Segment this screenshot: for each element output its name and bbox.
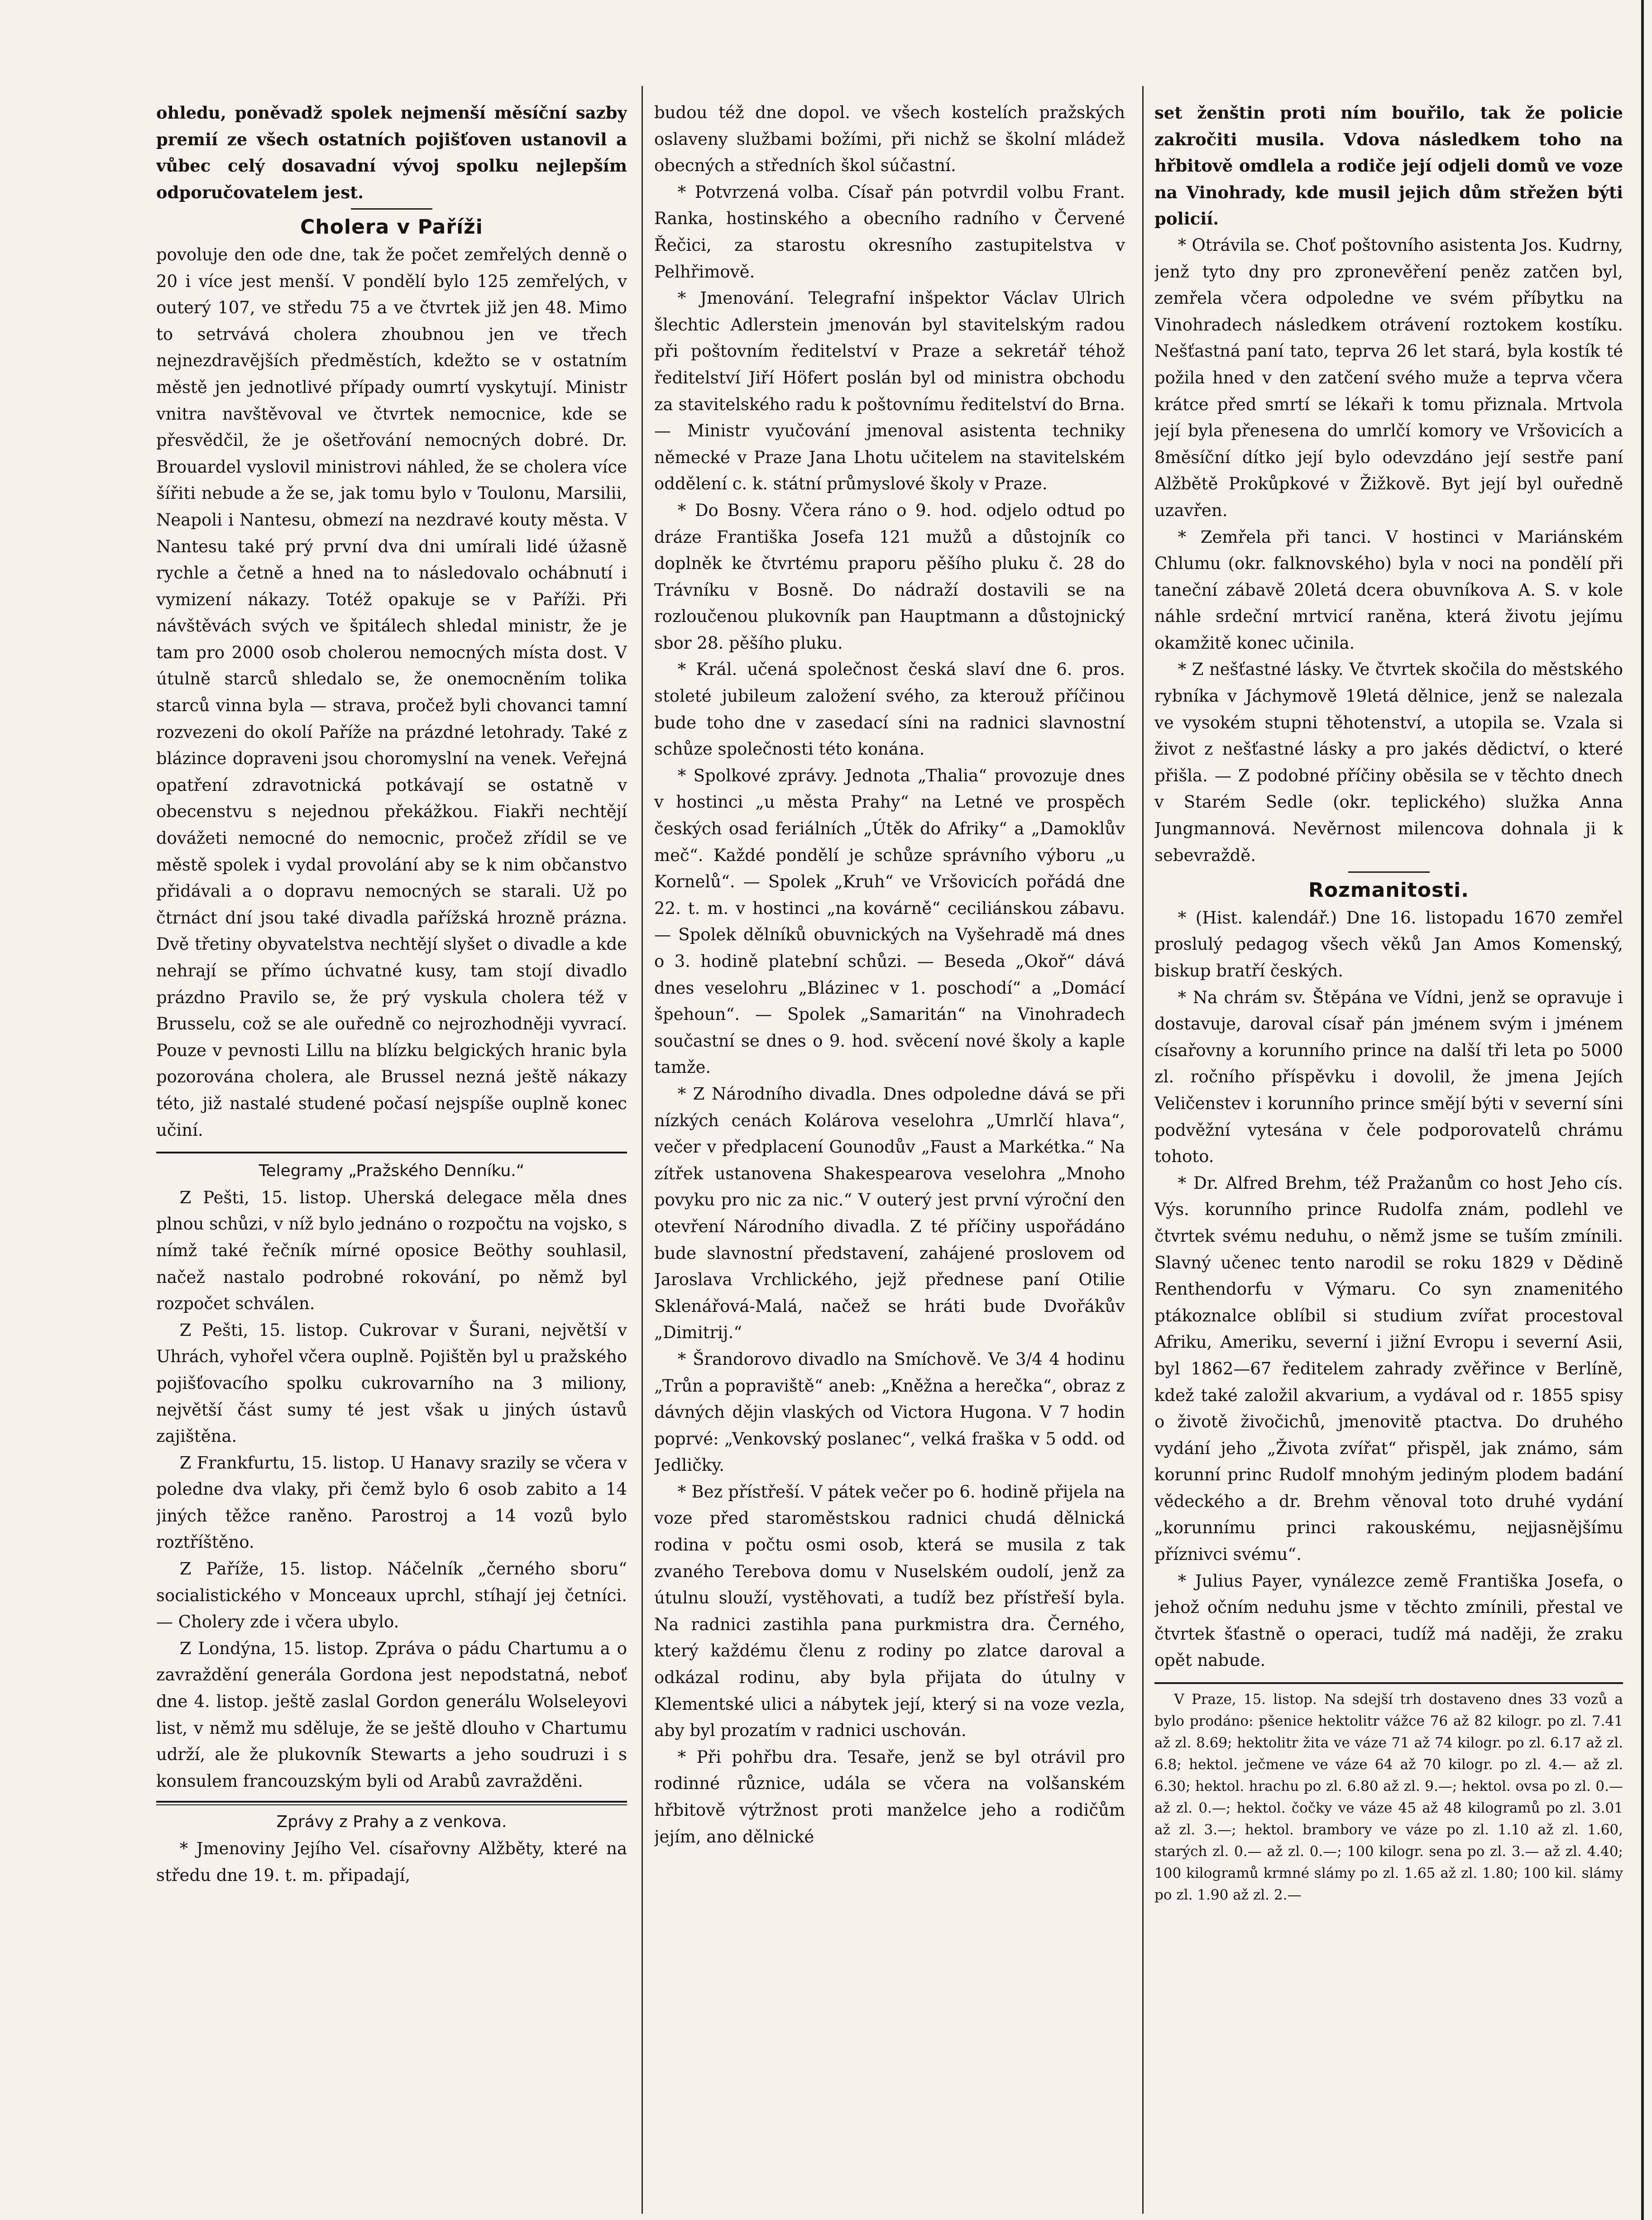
cholera-article: povoluje den ode dne, tak že počet zemřelých denně o 20 i více jest menší. V pondělí bylo 125 zemřelých, v outerý 107, ve středu 75 a ve čtvrtek již jen 48. Mimo to setrvává cholera zhoubnou jen ve třech nejnezdravějších předměstích, kdežto se v ostatním městě jen jednotlivé případy oumrtí vyskytují. Ministr vnitra navštěvoval ve čtvrtek nemocnice, kde se přesvědčil, že je ošetřování nemocných dobré. Dr. Brouardel vyslovil ministrovi náhled, že se cholera více šířiti nebude a že se, jak tomu bylo v Toulonu, Marsilii, Neapoli i Nantesu, obmezí na nezdravé kouty města. V Nantesu také prý první dva dni umírali lidé úžasně rychle a četně a hned na to následovalo ochábnutí i vymizení nákazy. Totéž opakuje se v Paříži. Při návštěvách svých ve špitálech shledal ministr, že je tam pro 2000 osob cholerou nemocných místa dost. V útulně starců shledalo se, že onemocněním tolika starců vinna byla — strava, pročež byli chovanci tamní rozvezeni do okolí Paříže na prázdné letohrady. Také z blázince dopraveni jsou choromyslní na venek. Veřejná opatření zdravotnická potkávají se ostatně v obecenstvu s nejednou překážkou. Fiakři nechtějí dovážeti nemocné do nemocnic, pročež zřídil se ve městě spolek i vydal provolání aby se k nim občanstvo přidávali a o dopravu nemocných se starali. Už po čtrnáct dní jsou také divadla pařížská hrozně prázna. Dvě třetiny obyvatelstva nechtějí slyšet o divadle a kde nehrají se přímo úchvatné kusy, tam stojí divadlo prázdno Pravilo se, že prý vyskula cholera též v Brusselu, což se ale ouředně co nejrozhodněji vyvrací. Pouze v pevnosti Lillu na blízku belgických hranic byla pozorována cholera, ale Brussel nezná ještě nákazy této, již nastalé studené počasí nejspíše ouplně konec učiní.: [156, 244, 627, 1140]
news-item: set ženštin proti ním bouřilo, tak že policie zakročiti musila. Vdova následkem toho na hřbitově omdlela a rodiče její odjeli domů ve voze na Vinohrady, kde musil jejich dům střežen býti policií.: [1154, 103, 1623, 229]
market-report: V Praze, 15. listop. Na sdejší trh dostaveno dnes 33 vozů a bylo prodáno: pšenice hektolitr vážce 76 až 82 kilogr. po zl. 7.41 až zl. 8.69; hektolitr žita ve váze 71 až 74 kilogr. po zl. 6.17 až zl. 6.8; hektol. ječmene ve váze 64 až 70 kilogr. po zl. 4.— až zl. 6.30; hektol. hrachu po zl. 6.80 až zl. 9.—; hektol. ovsa po zl. 0.— až zl. 0.—; hektol. čočky ve váze 45 až 48 kilogramů po zl. 3.01 až zl. 3.—; hektol. brambory ve váze po zl. 1.10 až zl. 1.60, starých zl. 0.— až zl. 0.—; 100 kilogr. sena po zl. 3.— až zl. 4.40; 100 kilogramů krmné slámy po zl. 1.65 až zl. 1.80; 100 kil. slámy po zl. 1.90 až zl. 2.—: [1154, 1691, 1623, 1904]
misc-item: * (Hist. kalendář.) Dne 16. listopadu 1670 zemřel proslulý pedagog všech věků Jan Amos Komenský, biskup bratří českých.: [1154, 908, 1623, 981]
misc-item: * Dr. Alfred Brehm, též Pražanům co host Jeho cís. Výs. korunního prince Rudolfa znám, podlehl ve čtvrtek svému neduhu, o němž jsme se tuším zmínili. Slavný učenec tento narodil se roku 1829 v Dědině Renthendorfu v Výmaru. Co syn znamenitého ptákoznalce oblíbil si studium zvířat procestoval Afriku, Ameriku, severní i jižní Evropu i severní Asii, byl 1862—67 ředitelem zahrady zvěřince v Berlíně, kdež také založil akvarium, a vydával od r. 1855 spisy o životě živočichů, jmenovitě ptactva. Do druhého vydání jeho „Života zvířat“ přispěl, jak známo, sám korunní princ Rudolf mnohým jediným plodem badání vědeckého a dr. Brehm věnoval toto druhé vydání „korunnímu princi rakouskému, nejjasnějšímu příznivci svému“.: [1154, 1173, 1623, 1565]
divider: [1154, 1682, 1623, 1684]
scan-edge: [1641, 0, 1644, 2220]
news-item: * Při pohřbu dra. Tesaře, jenž se byl otrávil pro rodinné různice, udála se včera na volšanském hřbitově výtržnost proti manželce jeho a rodičům jejím, ano dělnické: [654, 1747, 1125, 1847]
newspaper-page: [156, 86, 1623, 2214]
column-3: [1154, 100, 1623, 2205]
column-rule: [642, 86, 643, 2214]
news-item: budou též dne dopol. ve všech kostelích pražských oslaveny službami božími, při nichž se školní mládež obecných a středních škol súčastní.: [654, 103, 1125, 176]
divider: [1348, 871, 1430, 873]
misc-item: * Na chrám sv. Štěpána ve Vídni, jenž se opravuje i dostavuje, daroval císař pán jménem svým i jménem císařovny a korunního prince na další tři leta po 5000 zl. ročního příspěvku i dovolil, že jmena Jejích Veličenstev i korunního prince smějí býti v severní síni podvěžní vytesána v čele podporovatelů chrámu tohoto.: [1154, 987, 1623, 1167]
telegram-item: Z Londýna, 15. listop. Zpráva o pádu Chartumu a o zavraždění generála Gordona jest nepodstatná, neboť dne 4. listop. ještě zaslal Gordon generálu Wolseleyovi list, v němž mu sděluje, že se ještě dlouho v Chartumu udrží, ale že plukovník Stewarts a jeho soudruzi i s konsulem francouzským byli od Arabů zavražděni.: [156, 1638, 627, 1791]
news-item: * Zemřela při tanci. V hostinci v Mariánském Chlumu (okr. falknovského) byla v noci na pondělí při taneční zábavě 20letá dcera obuvníkova A. S. v kole náhle srdeční mrtvicí raněna, která životu jejímu okamžitě konec učinila.: [1154, 527, 1623, 653]
news-item: * Do Bosny. Včera ráno o 9. hod. odjelo odtud po dráze Františka Josefa 121 mužů a důstojník co doplněk ke čtvrtému praporu pěšího pluku č. 28 do Trávníku v Bosně. Do nádraží dostavili se na rozloučenou plukovník pan Hauptmann a důstojnický sbor 28. pěšího pluku.: [654, 500, 1125, 653]
news-item: * Otrávila se. Choť poštovního asistenta Jos. Kudrny, jenž tyto dny pro zpronevěření peněz zatčen byl, zemřela včera odpoledne ve svém příbytku na Vinohradech následkem otrávení roztokem kostíku. Nešťastná paní tato, teprva 26 let stará, byla kostík té požila hned v den zatčení svého muže a teprva včera krátce před smrtí se lékaři k tomu přiznala. Mrtvola její byla přenesena do umrlčí komory ve Vršovicích a 8měsíční dítko její bylo odevzdáno její sestře paní Alžbětě Prokůpkové v Žižkově. Byt její byl ouředně uzavřen.: [1154, 235, 1623, 520]
telegram-item: Z Frankfurtu, 15. listop. U Hanavy srazily se včera v poledne dva vlaky, při čemž bylo 6 osob zabito a 14 jiných těžce raněno. Parostroj a 14 vozů bylo roztříštěno.: [156, 1453, 627, 1552]
heading-cholera: Cholera v Paříži: [300, 215, 483, 239]
news-item: * Jmenoviny Jejího Vel. císařovny Alžběty, které na středu dne 19. t. m. připadají,: [156, 1839, 627, 1885]
misc-item: * Julius Payer, vynálezce země Františka Josefa, o jehož očním neduhu jsme v těchto zmínili, přestal ve čtvrtek šťastně o operaci, tudíž má naději, že zraku opět nabude.: [1154, 1571, 1623, 1670]
column-rule: [1142, 86, 1144, 2214]
divider: [351, 208, 432, 210]
telegram-item: Z Paříže, 15. listop. Náčelník „černého sboru“ socialistického v Monceaux uprchl, stíhají jej četníci. — Cholery zde i včera ubylo.: [156, 1559, 627, 1632]
column-2: [654, 100, 1125, 2205]
divider: [156, 1801, 627, 1805]
news-item: * Král. učená společnost česká slaví dne 6. pros. stoleté jubileum založení svého, za kterouž příčinou bude toho dne v zasedací síni na radnici slavnostní schůze společnosti této konána.: [654, 660, 1125, 759]
article-intro-paragraph: ohledu, poněvadž spolek nejmenší měsíční sazby premií ze všech ostatních pojišťoven ustanovil a vůbec celý dosavadní vývoj spolku nejlepším odporučovatelem jest.: [156, 103, 627, 202]
news-item: * Bez přístřeší. V pátek večer po 6. hodině přijela na voze před staroměstskou radnici chudá dělnická rodina v počtu osmi osob, která se musila z tak zvaného Terebova domu v Nuselském oudolí, jenž za útulnu slouží, vystěhovati, a tudíž bez přístřeší byla. Na radnici zastihla pana purkmistra dra. Černého, který každému členu z rodiny po zlatce daroval a odkázal rodinu, aby byla přijata do útulny v Klementské ulici a nábytek její, který si na voze vezla, aby byl prozatím v radnici uschován.: [654, 1482, 1125, 1741]
column-1: [156, 100, 627, 2205]
news-item: * Z Národního divadla. Dnes odpoledne dává se při nízkých cenách Kolárova veselohra „Umrlčí hlava“, večer v předplacení Gounodův „Faust a Markétka.“ Na zítřek ustanovena Shakespearova veselohra „Mnoho povyku pro nic za nic.“ V outerý jest první výroční den otevření Národního divadla. Z té příčiny uspořádáno bude slavnostní představení, zahájené proslovem od Jaroslava Vrchlického, jejž přednese paní Otilie Sklenářová-Malá, načež se hráti bude Dvořákův „Dimitrij.“: [654, 1084, 1125, 1343]
news-item: * Jmenování. Telegrafní inšpektor Václav Ulrich šlechtic Adlerstein jmenován byl stavitelským radou při poštovním ředitelství v Praze a sekretář téhož ředitelství Jiří Höfert poslán byl od ministra obchodu za stavitelského radu k poštovnímu ředitelství do Brna. — Ministr vyučování jmenoval asistenta techniky německé v Praze Jana Lhotu učitelem na stavitelském oddělení c. k. státní průmyslové školy v Praze.: [654, 288, 1125, 494]
divider: [156, 1152, 627, 1153]
news-item: * Šrandorovo divadlo na Smíchově. Ve 3/4 4 hodinu „Trůn a popraviště“ aneb: „Kněžna a herečka“, obraz z dávných dějin vlaských od Victora Hugona. V 7 hodin poprvé: „Venkovský poslanec“, velká fraška v 5 odd. od Jedličky.: [654, 1349, 1125, 1475]
news-item: * Z nešťastné lásky. Ve čtvrtek skočila do městského rybníka v Jáchymově 19letá dělnice, jenž se nalezala ve vysokém stupni těhotenství, a utopila se. Vzala si život z nešťastné lásky a pro jakés dědictví, o které přišla. — Z podobné příčiny oběsila se v těchto dnech v Starém Sedle (okr. teplického) služka Anna Jungmannová. Nevěrnost milencova dohnala ji k sebevraždě.: [1154, 660, 1623, 865]
heading-telegrams: Telegramy „Pražského Denníku.“: [259, 1162, 525, 1181]
telegram-item: Z Pešti, 15. listop. Cukrovar v Šurani, největší v Uhrách, vyhořel včera ouplně. Pojištěn byl u pražského pojišťovacího spolku cukrovarního na 3 miliony, největší část sumy té jest však u jiných ústavů zajištěna.: [156, 1320, 627, 1446]
columns: [156, 86, 1623, 2214]
news-item: * Spolkové zprávy. Jednota „Thalia“ provozuje dnes v hostinci „u města Prahy“ na Letné ve prospěch českých osad feriálních „Útěk do Afriky“ a „Damoklův meč“. Každé pondělí je schůze správního výboru „u Kornelů“. — Spolek „Kruh“ ve Vršovicích pořádá dne 22. t. m. v hostinci „na kovárně“ ceciliánskou zábavu. — Spolek dělníků obuvnických na Vyšehradě má dnes o 3. hodině platební schůzi. — Beseda „Okoř“ dává dnes veselohru „Blázinec v 1. poschodí“ a „Domácí špehoun“. — Spolek „Samaritán“ na Vinohradech součastní se dnes o 9. hod. svěcení nové školy a kaple tamže.: [654, 766, 1125, 1077]
heading-local-news: Zprávy z Prahy a z venkova.: [276, 1813, 507, 1832]
news-item: * Potvrzená volba. Císař pán potvrdil volbu Frant. Ranka, hostinského a obecního radního v Červené Řečici, za starostu okresního zastupitelstva v Pelhřimově.: [654, 182, 1125, 282]
heading-miscellany: Rozmanitosti.: [1308, 879, 1469, 902]
telegram-item: Z Pešti, 15. listop. Uherská delegace měla dnes plnou schůzi, v níž bylo jednáno o rozpočtu na vojsko, s nímž také řečník mírné oposice Beöthy souhlasil, načež nastalo podrobné rokování, po němž byl rozpočet schválen.: [156, 1187, 627, 1314]
